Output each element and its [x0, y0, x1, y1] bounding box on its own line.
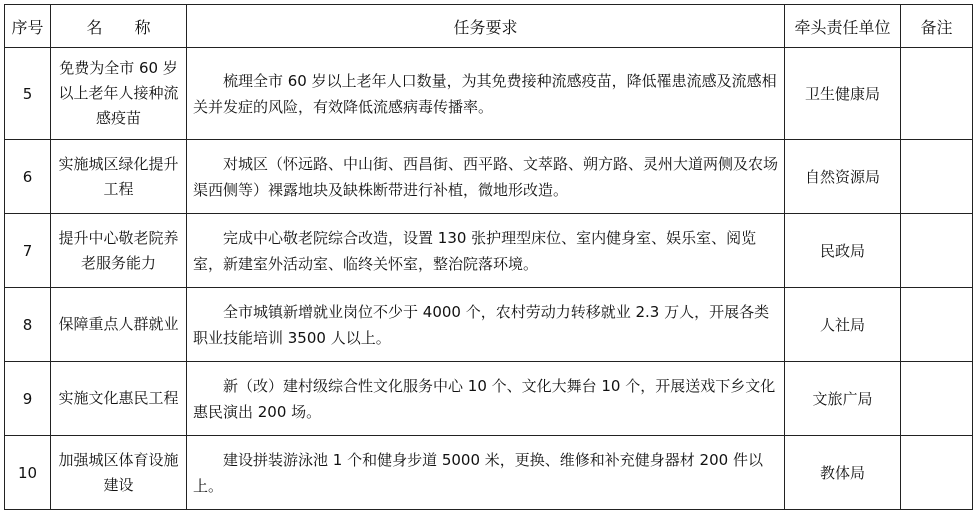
- row-task: 新（改）建村级综合性文化服务中心 10 个、文化大舞台 10 个，开展送戏下乡文化惠民演出 200 场。: [187, 362, 785, 436]
- row-unit: 文旅广局: [785, 362, 901, 436]
- row-unit: 民政局: [785, 214, 901, 288]
- row-note: [901, 214, 973, 288]
- row-name: 实施文化惠民工程: [51, 362, 187, 436]
- row-note: [901, 48, 973, 140]
- header-unit: 牵头责任单位: [785, 5, 901, 48]
- row-num: 10: [5, 436, 51, 510]
- row-name: 提升中心敬老院养老服务能力: [51, 214, 187, 288]
- row-num: 6: [5, 140, 51, 214]
- row-name: 保障重点人群就业: [51, 288, 187, 362]
- row-num: 9: [5, 362, 51, 436]
- row-name: 免费为全市 60 岁以上老年人接种流感疫苗: [51, 48, 187, 140]
- row-note: [901, 288, 973, 362]
- table-row: [5, 214, 973, 288]
- row-task: 完成中心敬老院综合改造，设置 130 张护理型床位、室内健身室、娱乐室、阅览室，新建室外活动室、临终关怀室，整治院落环境。: [187, 214, 785, 288]
- row-note: [901, 436, 973, 510]
- row-name: 实施城区绿化提升工程: [51, 140, 187, 214]
- row-task: 全市城镇新增就业岗位不少于 4000 个，农村劳动力转移就业 2.3 万人，开展各类职业技能培训 3500 人以上。: [187, 288, 785, 362]
- table-row: [5, 362, 973, 436]
- row-task: 梳理全市 60 岁以上老年人口数量，为其免费接种流感疫苗，降低罹患流感及流感相关并发症的风险，有效降低流感病毒传播率。: [187, 48, 785, 140]
- row-num: 5: [5, 48, 51, 140]
- task-table: [4, 4, 973, 510]
- row-unit: 卫生健康局: [785, 48, 901, 140]
- row-task: 建设拼装游泳池 1 个和健身步道 5000 米，更换、维修和补充健身器材 200 件以上。: [187, 436, 785, 510]
- table-row: [5, 140, 973, 214]
- row-name: 加强城区体育设施建设: [51, 436, 187, 510]
- row-num: 7: [5, 214, 51, 288]
- table-row: [5, 48, 973, 140]
- header-task: 任务要求: [187, 5, 785, 48]
- row-note: [901, 362, 973, 436]
- header-name: 名 称: [51, 5, 187, 48]
- table-row: [5, 288, 973, 362]
- header-num: 序号: [5, 5, 51, 48]
- row-unit: 自然资源局: [785, 140, 901, 214]
- row-num: 8: [5, 288, 51, 362]
- row-unit: 人社局: [785, 288, 901, 362]
- row-note: [901, 140, 973, 214]
- row-task: 对城区（怀远路、中山街、西昌街、西平路、文萃路、朔方路、灵州大道两侧及农场渠西侧等）裸露地块及缺株断带进行补植，微地形改造。: [187, 140, 785, 214]
- header-note: 备注: [901, 5, 973, 48]
- row-unit: 教体局: [785, 436, 901, 510]
- table-row: [5, 436, 973, 510]
- header-row: [5, 5, 973, 48]
